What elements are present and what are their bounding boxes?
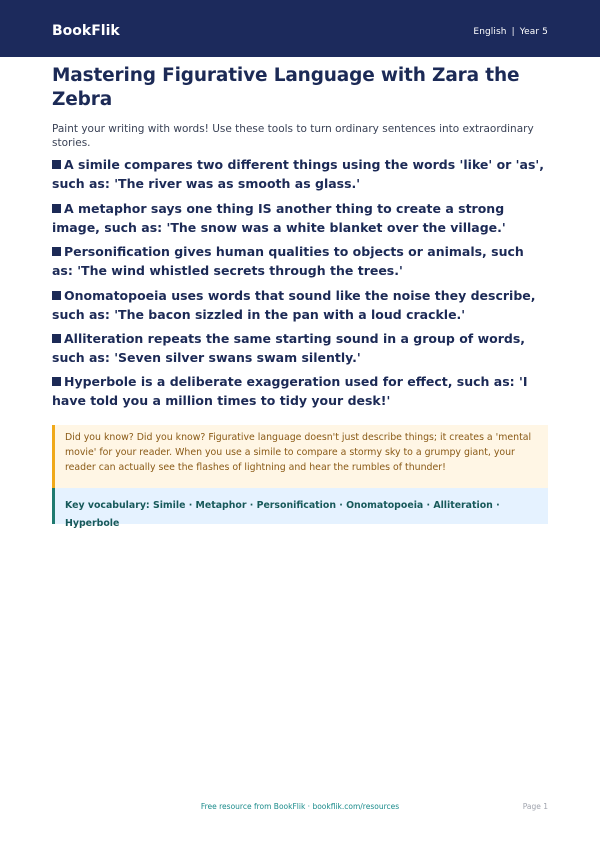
main-content <box>52 64 548 530</box>
footer-source-link[interactable]: Free resource from BookFlik · bookflik.com/resources <box>200 802 400 811</box>
key-vocabulary-box: Key vocabulary: Simile · Metaphor · Personification · Onomatopoeia · Alliteration · Hyperbole <box>52 488 548 524</box>
point-text: Personification gives human qualities to objects or animals, such as: 'The wind whistled secrets through the trees.' <box>52 244 524 279</box>
year-label: Year 5 <box>519 27 548 37</box>
square-bullet-icon <box>52 160 61 169</box>
point-text: Alliteration repeats the same starting sound in a group of words, such as: 'Seven silver swans swam silently.' <box>52 330 526 365</box>
point-text: A metaphor says one thing IS another thing to create a strong image, such as: 'The snow was a white blanket over the village.' <box>52 200 506 235</box>
list-item <box>52 286 548 324</box>
square-bullet-icon <box>52 291 61 300</box>
intro-text: Paint your writing with words! Use these tools to turn ordinary sentences into extraordinary stories. <box>52 123 534 149</box>
meta-separator: | <box>511 27 515 37</box>
square-bullet-icon <box>52 204 61 213</box>
brand-name: BookFlik <box>52 23 120 39</box>
list-item <box>52 329 548 367</box>
list-item <box>52 199 548 237</box>
points-list <box>52 155 548 410</box>
page-footer <box>0 801 600 815</box>
subject-label: English <box>473 27 507 37</box>
did-you-know-callout: Did you know? Did you know? Figurative language doesn't just describe things; it creates a 'mental movie' for your reader. When you use a simile to compare a stormy sky to a grumpy giant, your reader can actually see the flashes of lightning and hear the rumbles of thunder! <box>52 425 548 488</box>
page-number: Page 1 <box>522 802 548 811</box>
square-bullet-icon <box>52 377 61 386</box>
point-text: Onomatopoeia uses words that sound like the noise they describe, such as: 'The bacon sizzled in the pan with a loud crackle.' <box>52 287 536 322</box>
point-text: Hyperbole is a deliberate exaggeration used for effect, such as: 'I have told you a million times to tidy your desk!' <box>52 374 528 409</box>
header-bar <box>0 0 600 57</box>
square-bullet-icon <box>52 334 61 343</box>
list-item <box>52 372 548 410</box>
point-text: A simile compares two different things using the words 'like' or 'as', such as: 'The river was as smooth as glass.' <box>52 157 544 192</box>
list-item <box>52 155 548 193</box>
page-title: Mastering Figurative Language with Zara the Zebra <box>52 65 520 110</box>
square-bullet-icon <box>52 247 61 256</box>
list-item <box>52 242 548 280</box>
header-meta <box>473 26 548 38</box>
